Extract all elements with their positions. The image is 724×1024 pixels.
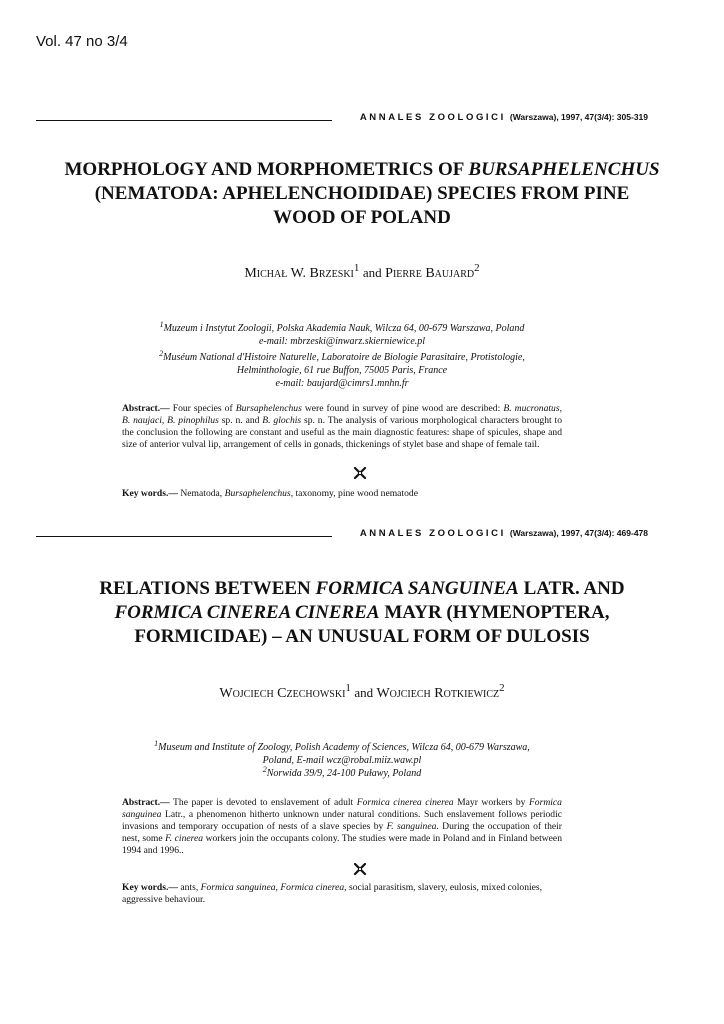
abstract-2: Abstract.— The paper is devoted to enslavement of adult Formica cinerea cinerea Mayr workers by Formica sanguinea Latr., a phenomenon hitherto unknown under natural conditions. Such enslavement follows periodic invasions and temporary occupation of nests of a slave species by F. sanguinea. During the occupation of their nest, some F. cinerea workers join the occupants colony. The studies were made in Poland and in Finland between 1994 and 1996..: [122, 797, 563, 856]
journal-name: ANNALES ZOOLOGICI: [359, 528, 506, 539]
keywords-1: Key words.— Nematoda, Bursaphelenchus, taxonomy, pine wood nematode: [122, 488, 418, 499]
journal-name: ANNALES ZOOLOGICI: [359, 112, 506, 123]
author-name: Wojciech Czechowski: [219, 686, 346, 701]
fleuron-icon: [353, 863, 367, 875]
header-rule: [36, 120, 332, 121]
keywords-2: Key words.— ants, Formica sanguinea, Formica cinerea, social parasitism, slavery, eulosis, mixed colonies, aggressive behaviour.: [122, 882, 543, 905]
author-name: Wojciech Rotkiewicz: [376, 686, 500, 701]
abstract-1: Abstract.— Four species of Bursaphelenchus were found in survey of pine wood are described: B. mucronatus, B. naujaci, B. pinophilus sp. n. and B. glochis sp. n. The analysis of various morphological characters brought to the conclusion the following are constant and useful as the main diagnostic features: shape of spicules, shape and size of anterior vulval lip, arrangement of cells in gonads, thickenings of stylet base and shape of female tail.: [122, 403, 562, 450]
title-line-3: FORMICIDAE) – AN UNUSUAL FORM OF DULOSIS: [134, 626, 590, 647]
journal-header-1: [36, 112, 648, 128]
header-rule: [36, 536, 332, 537]
title-line-3: WOOD OF POLAND: [273, 207, 451, 228]
author-name: Michał W. Brzeski: [244, 266, 354, 281]
journal-citation: (Warszawa), 1997, 47(3/4): 305-319: [509, 112, 648, 122]
fleuron-icon: [353, 467, 367, 479]
authors-1: Michał W. Brzeski$^1$ and Pierre Baujard$^2$: [244, 262, 480, 281]
article-title-1: [30, 158, 694, 230]
volume-label: Vol. 47 no 3/4: [36, 33, 128, 50]
affiliations-1: $^1$Muzeum i Instytut Zoologii, Polska Akademia Nauk, Wilcza 64, 00-679 Warszawa, Poland e-mail: mbrzeski@inwarz.skierniewice.pl $^2$Muséum National d'Histoire Naturelle, Laboratoire de Biologie Parasitaire, Protistologie, Helminthologie, 61 rue Buffon, 75005 Paris, France e-mail: baujard@cimrs1.mnhn.fr: [159, 320, 525, 389]
affiliations-2: $^1$Museum and Institute of Zoology, Polish Academy of Sciences, Wilcza 64, 00-679 Warszawa, Poland, E-mail wcz@robal.miiz.waw.pl $^2$Norwida 39/9, 24-100 Puławy, Poland: [154, 739, 530, 779]
authors-2: Wojciech Czechowski$^1$ and Wojciech Rotkiewicz$^2$: [219, 682, 505, 701]
title-line-2: FORMICA CINEREA CINEREA MAYR (HYMENOPTERA,: [114, 602, 610, 623]
title-line-1: RELATIONS BETWEEN FORMICA SANGUINEA LATR. AND: [99, 578, 625, 599]
title-line-2: (NEMATODA: APHELENCHOIDIDAE) SPECIES FROM PINE: [94, 183, 630, 204]
article-title-2: [30, 577, 694, 649]
title-line-1: MORPHOLOGY AND MORPHOMETRICS OF BURSAPHELENCHUS: [64, 159, 660, 180]
author-name: Pierre Baujard: [385, 266, 475, 281]
journal-citation: (Warszawa), 1997, 47(3/4): 469-478: [509, 528, 648, 538]
journal-header-2: [36, 528, 648, 544]
